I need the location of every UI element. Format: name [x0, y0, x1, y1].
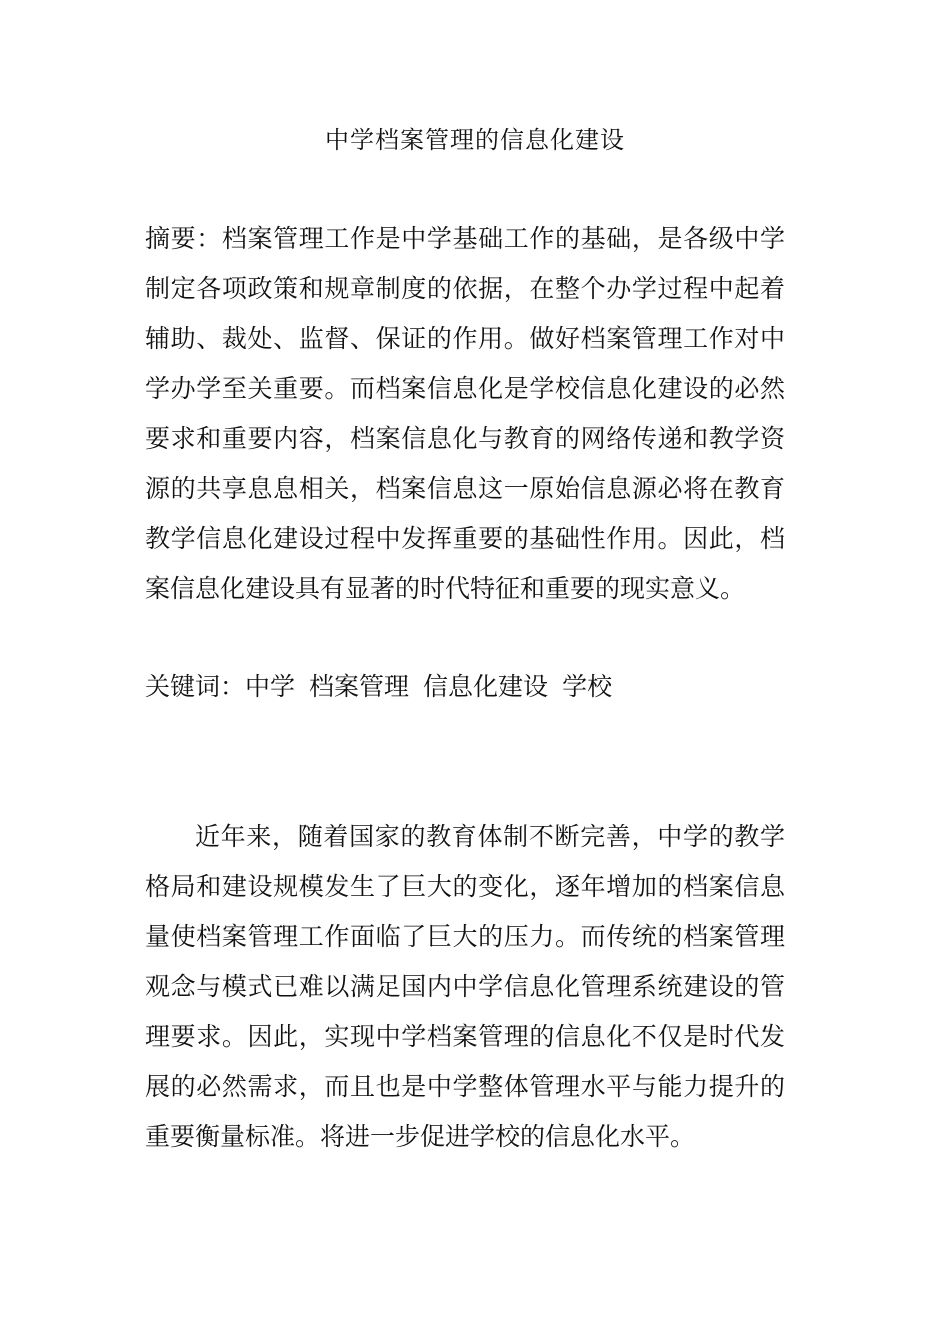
keywords-list	[245, 672, 626, 701]
keyword: 学校	[562, 672, 613, 701]
abstract-label: 摘要：	[145, 224, 222, 253]
keyword: 档案管理	[309, 672, 410, 701]
keyword: 中学	[245, 672, 296, 701]
keywords-label: 关键词：	[145, 672, 246, 701]
abstract-paragraph	[145, 214, 785, 614]
document-title: 中学档案管理的信息化建设	[325, 126, 625, 154]
abstract-text: 档案管理工作是中学基础工作的基础，是各级中学制定各项政策和规章制度的依据，在整个办学过程中起着辅助、裁处、监督、保证的作用。做好档案管理工作对中学办学至关重要。而档案信息化是学校信息化建设的必然要求和重要内容，档案信息化与教育的网络传递和教学资源的共享息息相关，档案信息这一原始信息源必将在教育教学信息化建设过程中发挥重要的基础性作用。因此，档案信息化建设具有显著的时代特征和重要的现实意义。	[145, 224, 785, 603]
body-paragraph: 近年来，随着国家的教育体制不断完善，中学的教学格局和建设规模发生了巨大的变化，逐年增加的档案信息量使档案管理工作面临了巨大的压力。而传统的档案管理观念与模式已难以满足国内中学信息化管理系统建设的管理要求。因此，实现中学档案管理的信息化不仅是时代发展的必然需求，而且也是中学整体管理水平与能力提升的重要衡量标准。将进一步促进学校的信息化水平。	[145, 822, 785, 1151]
keywords-paragraph	[145, 662, 785, 712]
keyword: 信息化建设	[423, 672, 549, 701]
